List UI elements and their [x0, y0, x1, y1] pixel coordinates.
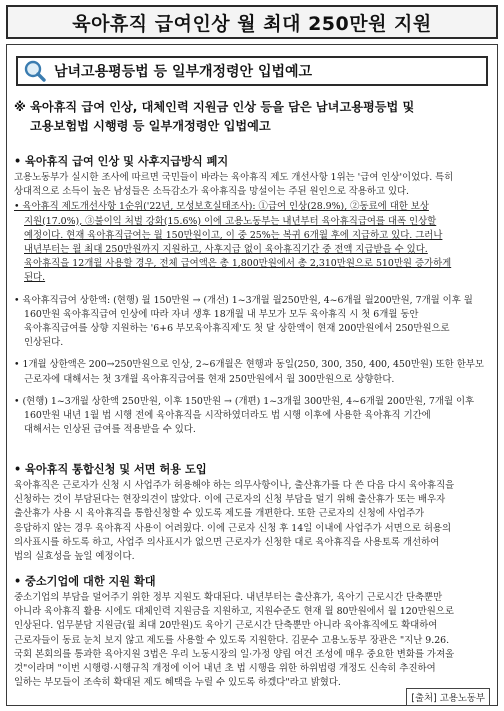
text-line: • 육아휴직 제도개선사항 1순위('22년, 모성보호실태조사): ①급여 인상(28.9%), ②동료에 대한 보상 — [14, 201, 429, 213]
text-line: 인상된다. — [24, 337, 64, 349]
text-line: 응답하지 않는 경우 육아휴직 사용이 어려웠다. 이에 근로자 신청 후 14일 이내에 사업주가 서면으로 허용의 — [14, 522, 451, 534]
section-heading: • 육아휴직 통합신청 및 서면 허용 도입 — [14, 463, 207, 476]
section-body — [14, 591, 492, 690]
text-line: 것"이라며 "이번 시행령·시행규칙 개정에 이어 내년 초 법 시행을 위한 하위법령 개정도 신속히 추진하여 — [14, 663, 436, 675]
text-line: 근로자들이 동료 눈치 보지 않고 제도를 사용할 수 있도록 지원한다. 김문수 고용노동부 장관은 "지난 9.26. — [14, 634, 450, 646]
text-line: 인상된다. 업무분담 지원금(월 최대 20만원)도 육아기 근로시간 단축뿐만 아니라 육아휴직에도 확대하여 — [14, 620, 438, 632]
text-line: 160만원 육아휴직급여 인상에 따라 자녀 생후 18개월 내 부모가 모두 육아휴직 시 첫 6개월 동안 — [24, 308, 419, 320]
text-line: 내년부터는 월 최대 250만원까지 지원하고, 사후지급 없이 육아휴직기간 중 전액 지급받을 수 있다. — [24, 244, 428, 256]
text-line: 국회 본회의를 통과한 육아지원 3법은 우리 노동시장의 일·가정 양립 여건 조성에 매우 중요한 변화를 가져올 — [14, 648, 455, 660]
text-line: 상대적으로 소득이 높은 남성들은 소득감소가 육아휴직을 망설이는 주된 원인으로 작용하고 있다. — [14, 186, 410, 198]
document-title: 육아휴직 급여인상 월 최대 250만원 지원 — [72, 12, 432, 35]
bullet-single-parent — [14, 358, 492, 386]
subtitle-box — [16, 56, 488, 86]
summary-notice — [14, 98, 490, 136]
text-line: 일하는 부모들이 조속히 확대된 제도 혜택을 누릴 수 있도록 하겠다"라고 밝혔다. — [14, 677, 341, 689]
section-sme-support — [14, 574, 492, 690]
text-line: 된다. — [24, 272, 46, 284]
text-line: 법의 실효성을 높일 예정이다. — [14, 551, 135, 563]
bullet-cap-amounts — [14, 294, 492, 351]
text-line: 육아휴직급여를 상향 지원하는 '6+6 부모육아휴직제'도 첫 달 상한액이 현재 200만원에서 250만원으로 — [24, 323, 450, 335]
section-integrated-application — [14, 462, 492, 564]
bullet-transition — [14, 395, 492, 438]
subtitle-text: 남녀고용평등법 등 일부개정령안 입법예고 — [54, 64, 313, 80]
section-benefit-increase — [14, 154, 492, 437]
text-line: • 1개월 상한액은 200→250만원으로 인상, 2~6개월은 현행과 동일(250, 300, 350, 400, 450만원) 또한 한부모 — [14, 359, 484, 371]
text-line: • (현행) 1~3개월 상한액 250만원, 이후 150만원 → (개편) 1~3개월 300만원, 4~6개월 200만원, 7개월 이후 — [14, 395, 475, 407]
text-line: 육아휴직은 근로자가 신청 시 사업주가 허용해야 하는 의무사항이나, 출산휴가를 다 쓴 다음 다시 육아휴직을 — [14, 480, 455, 491]
magnifier-icon — [22, 60, 48, 82]
text-line: 아니라 육아휴직 활용 시에도 대체인력 지원금을 지원하고, 지원수준도 현재 월 80만원에서 월 120만원으로 — [14, 606, 454, 618]
text-line: 신청하는 것이 부담된다는 현장의견이 많았다. 이에 근로자의 신청 부담을 덜기 위해 출산휴가 또는 배우자 — [14, 494, 446, 506]
section-heading: • 육아휴직 급여 인상 및 사후지급방식 폐지 — [14, 155, 229, 168]
text-line: 160만원 내년 1월 법 시행 전에 육아휴직을 시작하였더라도 법 시행 이후에 사용한 육아휴직 기간에 — [24, 410, 431, 422]
survey-note — [14, 200, 492, 285]
text-line: 출산휴가 사용 시 육아휴직을 통합신청할 수 있도록 제도를 개편한다. 또한 근로자의 신청에 사업주가 — [14, 508, 425, 520]
text-line: 지원(17.0%), ③불이익 처벌 강화(15.6%) 이에 고용노동부는 내년부터 육아휴직급여를 대폭 인상할 — [24, 215, 437, 227]
source-credit: [출처] 고용노동부 — [406, 688, 490, 706]
text-line: 대해서는 인상된 급여를 적용받을 수 있다. — [24, 424, 196, 436]
summary-line-1: ※ 육아휴직 급여 인상, 대체인력 지원금 인상 등을 담은 남녀고용평등법 및 — [14, 100, 415, 114]
document-title-band — [6, 5, 498, 39]
text-line: • 육아휴직급여 상한액: (현행) 월 150만원 → (개선) 1~3개월 월250만원, 4~6개월 월200만원, 7개월 이후 월 — [14, 294, 473, 306]
text-line: 예정이다. 현재 육아휴직급여는 월 150만원이고, 이 중 25%는 복귀 6개월 후에 지급하고 있다. 그러나 — [24, 229, 443, 241]
text-line: 근로자에 대해서는 첫 3개월 육아휴직급여를 현재 250만원에서 월 300만원으로 상향한다. — [24, 373, 395, 385]
text-line: 고용노동부가 실시한 조사에 따르면 국민들이 바라는 육아휴직 제도 개선사항 1위는 '급여 인상'이었다. 특히 — [14, 172, 454, 183]
section-body — [14, 479, 492, 564]
text-line: 의사표시를 하도록 하고, 사업주 의사표시가 없으면 근로자가 신청한 대로 육아휴직을 사용토록 개선하여 — [14, 536, 440, 548]
section-heading: • 중소기업에 대한 지원 확대 — [14, 575, 156, 588]
text-line: 육아휴직을 12개월 사용할 경우, 전체 급여액은 총 1,800만원에서 총 2,310만원으로 510만원 증가하게 — [24, 258, 452, 270]
text-line: 중소기업의 부담을 덜어주기 위한 정부 지원도 확대된다. 내년부터는 출산휴가, 육아기 근로시간 단축뿐만 — [14, 592, 443, 603]
summary-line-2: 고용보험법 시행령 등 일부개정령안 입법예고 — [30, 119, 271, 133]
section-intro — [14, 171, 492, 199]
